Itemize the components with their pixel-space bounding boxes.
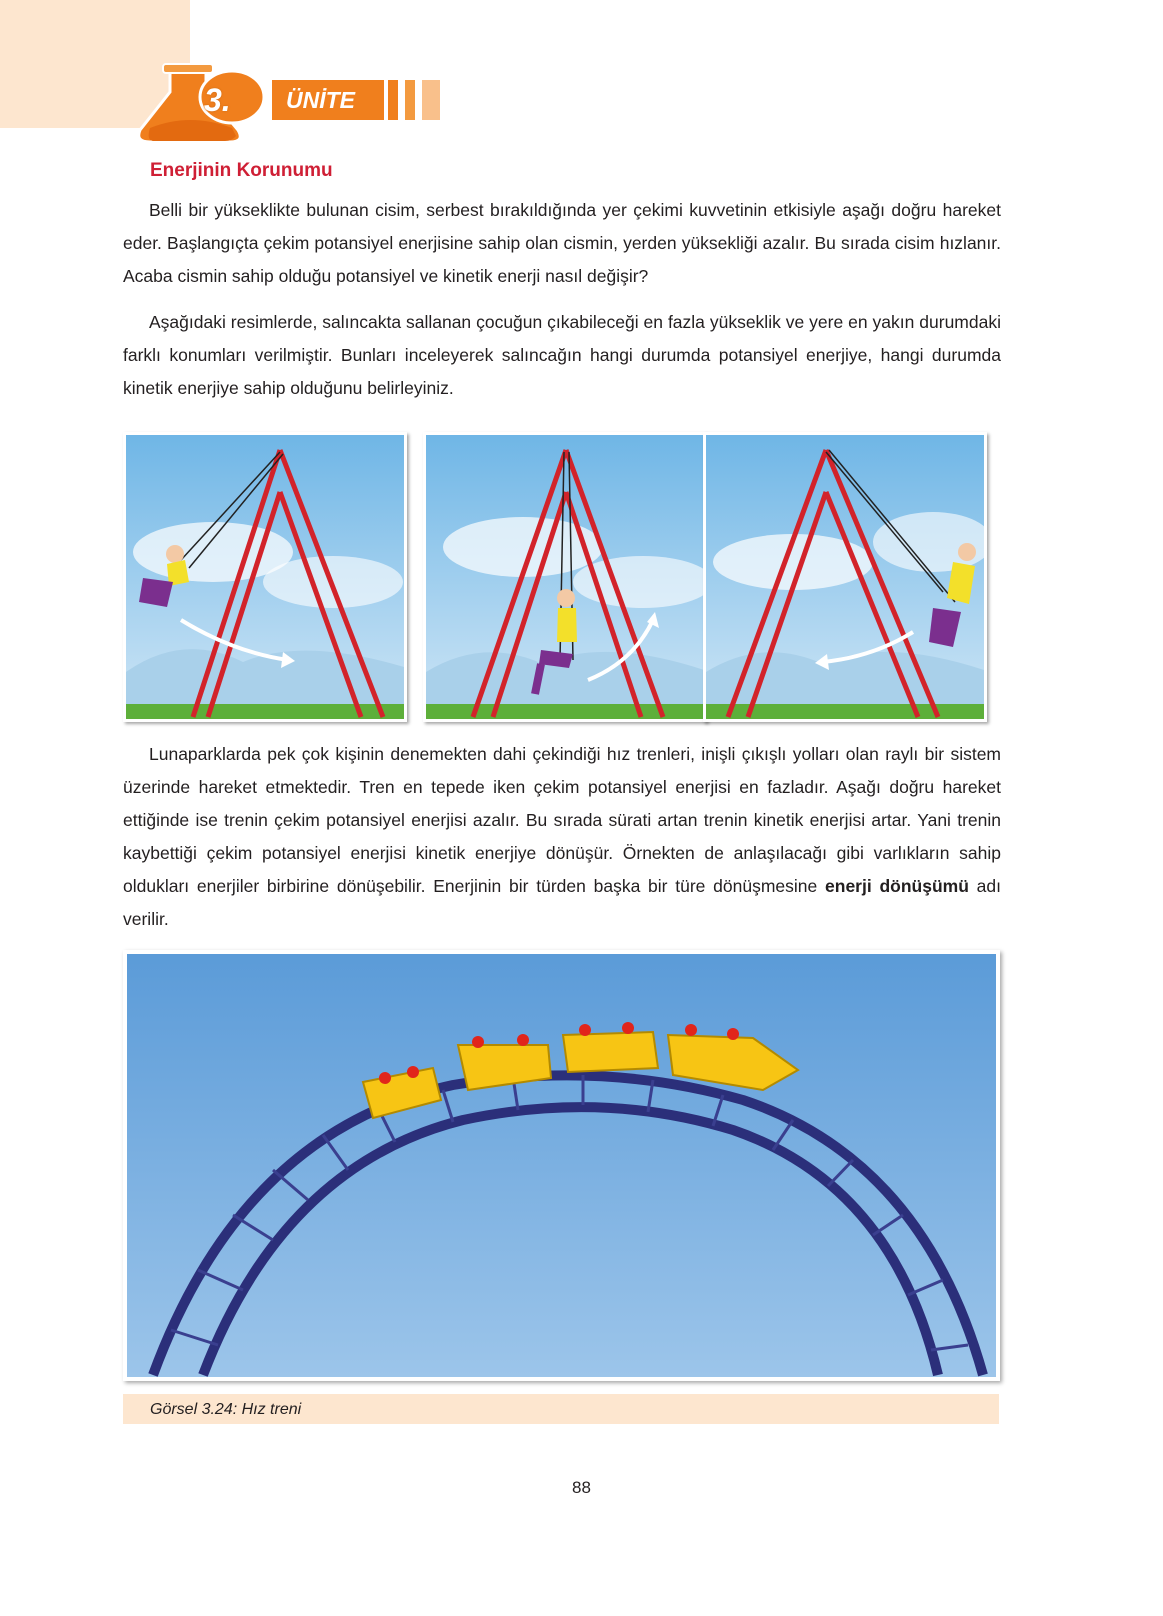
paragraph-3-tail: adı verilir. [123, 876, 1001, 929]
swing-image-left [123, 432, 407, 722]
section-title: Enerjinin Korunumu [150, 160, 333, 181]
paragraph-2-text: Aşağıdaki resimlerde, salıncakta sallanan çocuğun çıkabileceği en fazla yükseklik ve yere en yakın durumdaki farklı konumları verilmiştir. Bunları inceleyerek salıncağın hangi durumda potansiyel enerjiye, hangi durumda kinetik enerjiye sahip olduğunu belirleyiniz. [123, 312, 1001, 398]
paragraph-3 [123, 738, 1001, 936]
paragraph-1-text: Belli bir yükseklikte bulunan cisim, serbest bırakıldığında yer çekimi kuvvetinin etkisiyle aşağı doğru hareket eder. Başlangıçta çekim potansiyel enerjisine sahip olan cismin, yerden yüksekliği azalır. Bu sırada cisim hızlanır. Acaba cismin sahip olduğu potansiyel ve kinetik enerji nasıl değişir? [123, 200, 1001, 286]
figure-caption: Görsel 3.24: Hız treni [150, 1401, 302, 1418]
unit-number: 3. [204, 82, 231, 118]
swing-image-right [703, 432, 987, 722]
paragraph-1 [123, 194, 1001, 293]
unit-badge [0, 0, 460, 150]
unit-label: ÜNİTE [272, 80, 384, 120]
paragraph-3-text: Lunaparklarda pek çok kişinin denemekten dahi çekindiği hız trenleri, inişli çıkışlı yolları olan raylı bir sistem üzerinde hareket etmektedir. Tren en tepede iken çekim potansiyel enerjisi en fazladır. Aşağı doğru hareket ettiğinde ise trenin çekim potansiyel enerjisi azalır. Bu sırada sürati artan trenin kinetik enerjisi artar. Yani trenin kaybettiği çekim potansiyel enerjisi kinetik enerjiye dönüşür. Örnekten de anlaşılacağı gibi varlıkların sahip oldukları enerjiler birbirine dönüşebilir. Enerjinin bir türden başka bir türe dönüşmesine [123, 744, 1001, 896]
roller-coaster-photo [123, 950, 1000, 1381]
swing-image-middle [423, 432, 707, 722]
page-number: 88 [572, 1478, 591, 1497]
paragraph-3-bold-term: enerji dönüşümü [825, 876, 969, 896]
paragraph-2 [123, 306, 1001, 405]
